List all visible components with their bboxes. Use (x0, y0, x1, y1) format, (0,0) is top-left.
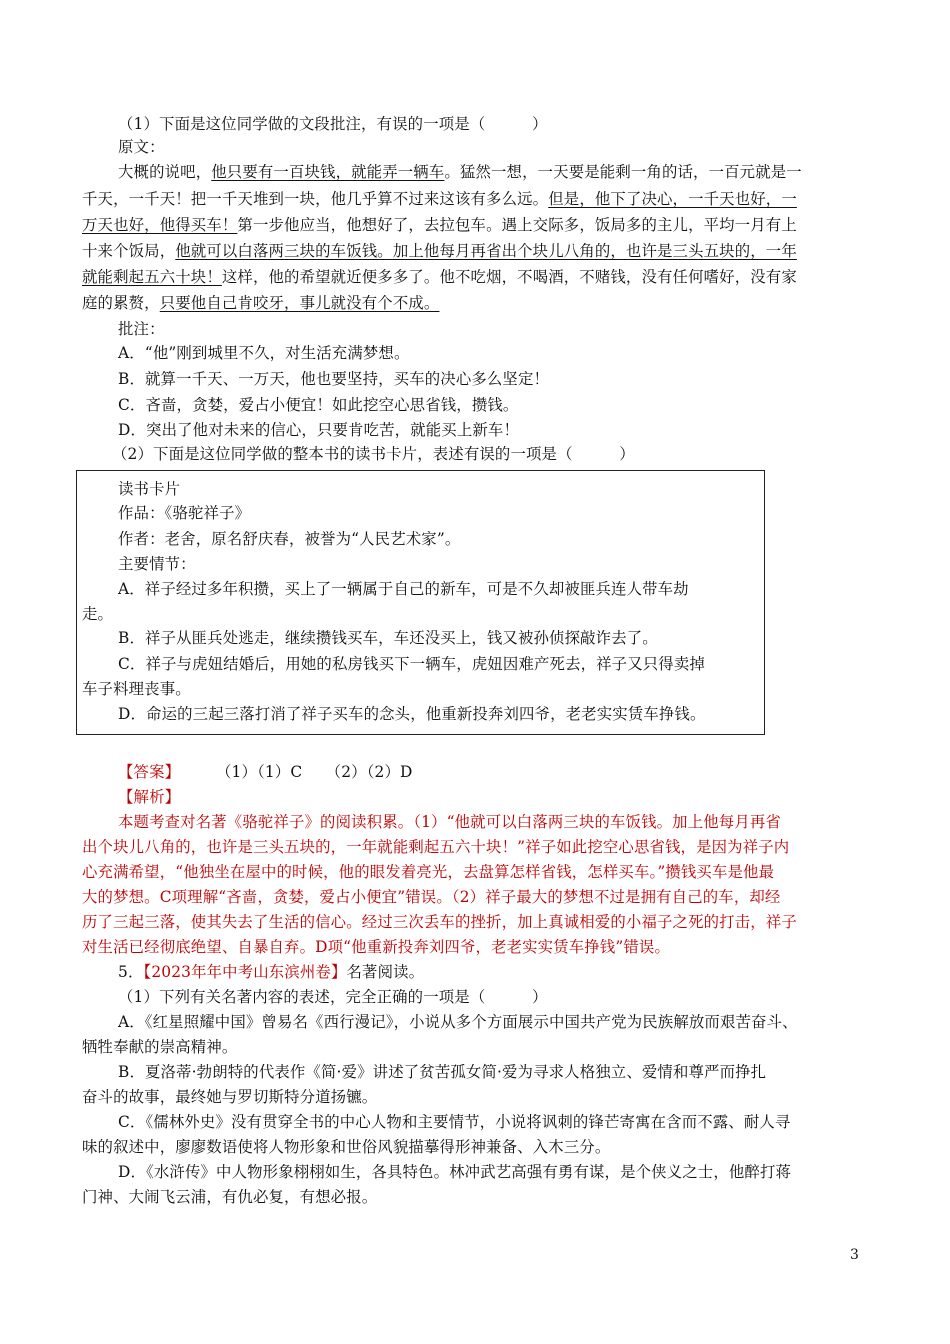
q5-source: 【2023年年中考山东滨州卷】 (143, 963, 347, 981)
card-line: D．命运的三起三落打消了祥子买车的念头，他重新投奔刘四爷，老老实实赁车挣钱。 (118, 705, 706, 723)
q5-option-line: 牺牲奉献的崇高精神。 (82, 1038, 238, 1056)
q5-option-line: D．《水浒传》中人物形象栩栩如生，各具特色。林冲武艺高强有勇有谋，是个侠义之士，他醉打蒋 (118, 1163, 792, 1181)
q5-option-line: 门神、大闹飞云浦，有仇必复，有想必报。 (82, 1188, 378, 1206)
q5-number: 5． (118, 963, 144, 981)
q5-header (118, 962, 424, 982)
card-line: B．祥子从匪兵处逃走，继续攒钱买车，车还没买上，钱又被孙侦探敲诈去了。 (118, 629, 658, 647)
analysis-line: 出个块儿八角的，也许是三头五块的，一年就能剩起五六十块！”祥子如此挖空心思省钱，是因为祥子内 (82, 838, 790, 856)
underlined-phrase: 就能剩起五六十块！ (82, 268, 222, 286)
analysis-line: 历了三起三落，使其失去了生活的信心。经过三次丢车的挫折，加上真诚相爱的小福子之死的打击，祥子 (82, 913, 797, 931)
card-work: 作品：《骆驼祥子》 (118, 504, 251, 522)
q5-option-line: C．《儒林外史》没有贯穿全书的中心人物和主要情节，小说将讽刺的锋芒寄寓在含而不露、耐人寻 (118, 1113, 791, 1131)
page-number: 3 (850, 1247, 859, 1263)
passage-line: 十来个饭局，他就可以白落两三块的车饭钱。加上他每月再省出个块儿八角的，也许是三头五块的，一年 (82, 242, 797, 260)
q5-title: 名著阅读。 (346, 963, 425, 981)
q1-source-label: 原文： (118, 138, 165, 156)
q1-option-d: D．突出了他对未来的信心，只要肯吃苦，就能买上新车！ (118, 421, 520, 439)
q5-option-line: B．夏洛蒂·勃朗特的代表作《简·爱》讲述了贫苦孤女简·爱为寻求人格独立、爱情和尊严而挣扎 (118, 1063, 767, 1081)
card-line: 车子料理丧事。 (82, 680, 191, 698)
passage-line: 千天，一千天！把一千天堆到一块，他几乎算不过来这该有多么远。但是，他下了决心，一千天也好，一 (82, 190, 797, 208)
analysis-line: 心充满希望，“他独坐在屋中的时候，他的眼发着亮光，去盘算怎样省钱，怎样买车。”攒钱买车是他最 (82, 863, 775, 881)
underlined-phrase: 万天也好，他得买车！ (82, 216, 238, 234)
passage-line: 庭的累赘，只要他自己肯咬牙，事儿就没有个不成。 (82, 294, 440, 312)
q1-prompt: （1）下面是这位同学做的文段批注，有误的一项是（ ） (118, 115, 548, 133)
passage-line: 大概的说吧，他只要有一百块钱，就能弄一辆车。猛然一想，一天要是能剩一角的话，一百元就是一 (118, 163, 802, 181)
card-line: A．祥子经过多年积攒，买上了一辆属于自己的新车，可是不久却被匪兵连人带车劫 (118, 580, 689, 598)
underlined-phrase: 只要他自己肯咬牙，事儿就没有个不成。 (159, 294, 440, 312)
underlined-phrase: 他就可以白落两三块的车饭钱。加上他每月再省出个块儿八角的，也许是三头五块的，一年 (175, 242, 797, 260)
answer-label: 【答案】 (118, 763, 181, 781)
card-author: 作者：老舍，原名舒庆春，被誉为“人民艺术家”。 (118, 530, 461, 548)
analysis-line: 大的梦想。C项理解“吝啬，贪婪，爱占小便宜”错误。（2）祥子最大的梦想不过是拥有自己的车，却经 (82, 888, 781, 906)
passage-line: 就能剩起五六十块！这样，他的希望就近便多多了。他不吃烟，不喝酒，不赌钱，没有任何嗜好，没有家 (82, 268, 797, 286)
q1-option-b: B．就算一千天、一万天，他也要坚持，买车的决心多么坚定！ (118, 370, 550, 388)
q2-prompt: （2）下面是这位同学做的整本书的读书卡片，表述有误的一项是（ ） (112, 445, 635, 463)
analysis-label: 【解析】 (118, 788, 181, 806)
q5-option-line: 味的叙述中，廖廖数语使将人物形象和世俗风貌描摹得形神兼备、入木三分。 (82, 1138, 611, 1156)
q1-option-c: C．吝啬，贪婪，爱占小便宜！如此挖空心思省钱，攒钱。 (118, 396, 519, 414)
q1-note-label: 批注： (118, 320, 165, 338)
answer-text: （1）（1）C （2）（2）D (216, 763, 413, 781)
passage-line: 万天也好，他得买车！第一步他应当，他想好了，去拉包车。遇上交际多，饭局多的主儿，平均一月有上 (82, 216, 797, 234)
underlined-phrase: 他只要有一百块钱，就能弄一辆车 (211, 163, 445, 181)
q5-option-line: 奋斗的故事，最终她与罗切斯特分道扬镳。 (82, 1088, 378, 1106)
card-line: C．祥子与虎妞结婚后，用她的私房钱买下一辆车，虎妞因难产死去，祥子又只得卖掉 (118, 655, 705, 673)
q5-option-line: A．《红星照耀中国》曾易名《西行漫记》，小说从多个方面展示中国共产党为民族解放而艰苦奋斗、 (118, 1013, 798, 1031)
card-title: 读书卡片 (118, 480, 181, 498)
underlined-phrase: 但是，他下了决心，一千天也好，一 (548, 190, 797, 208)
analysis-line: 对生活已经彻底绝望、自暴自弃。D项“他重新投奔刘四爷，老老实实赁车挣钱”错误。 (82, 938, 670, 956)
q1-option-a: A．“他”刚到城里不久，对生活充满梦想。 (118, 344, 410, 362)
card-plot-label: 主要情节： (118, 555, 196, 573)
q5-prompt: （1）下列有关名著内容的表述，完全正确的一项是（ ） (118, 988, 548, 1006)
analysis-line: 本题考查对名著《骆驼祥子》的阅读积累。（1）“他就可以白落两三块的车饭钱。加上他每月再省 (118, 813, 781, 831)
card-line: 走。 (82, 605, 114, 623)
